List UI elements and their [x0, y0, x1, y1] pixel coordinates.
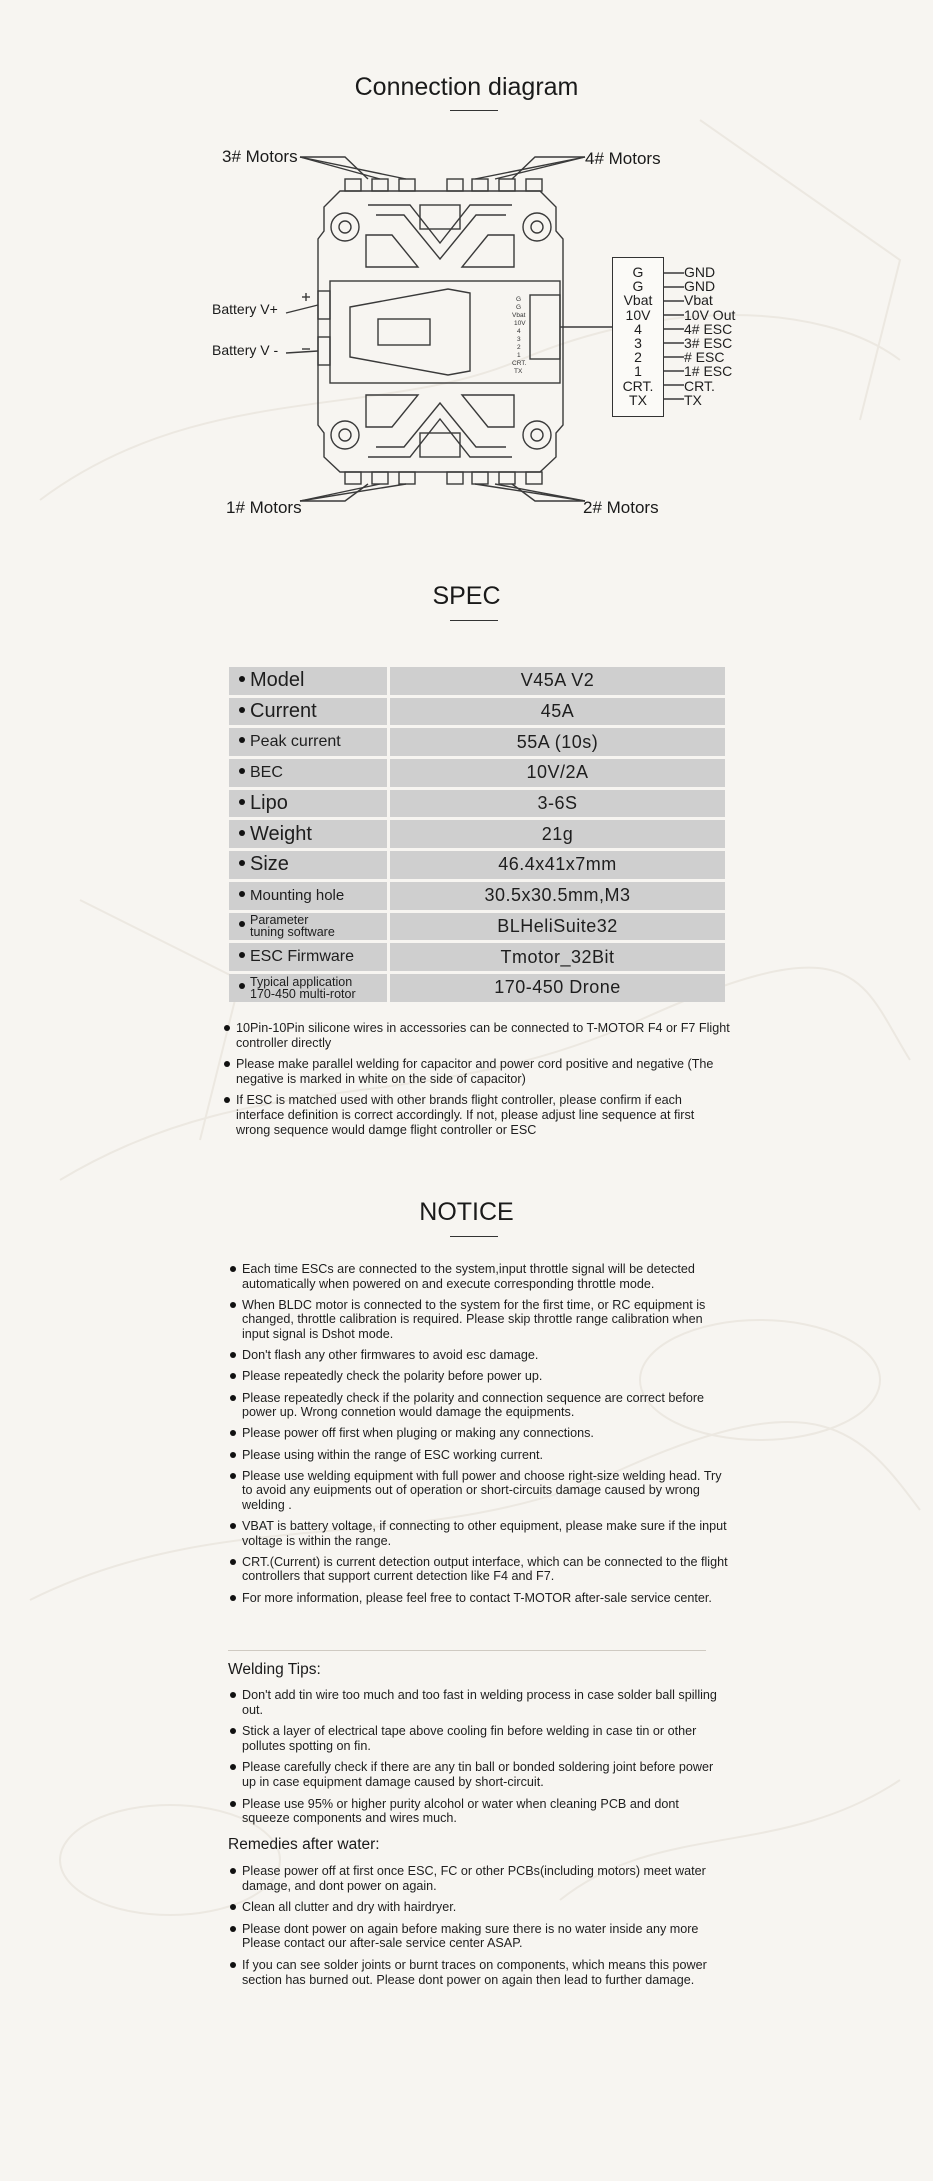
board-pin: 2 — [634, 349, 642, 366]
spec-row — [229, 790, 725, 818]
spec-key — [229, 882, 387, 910]
spec-value: 10V/2A — [390, 759, 725, 787]
notice-title: NOTICE — [419, 1198, 514, 1226]
spec-row — [229, 698, 725, 726]
remedy-item: If you can see solder joints or burnt traces on components, which means this power section has burned out. Please dont power on again then lead to further damage. — [228, 1958, 728, 1987]
spec-key-text: Lipo — [250, 792, 288, 815]
board-pin: Vbat — [623, 292, 653, 309]
welding-tip: Please carefully check if there are any tin ball or bonded soldering joint before power up in case equipment damage caused by short-circuit. — [228, 1760, 728, 1789]
welding-tips-title: Welding Tips: — [228, 1661, 321, 1678]
spec-key-line: Typical application — [250, 974, 353, 989]
board-pin: CRT. — [622, 377, 654, 394]
spec-value: V45A V2 — [390, 667, 725, 695]
spec-key — [229, 667, 387, 695]
spec-value: 45A — [390, 698, 725, 726]
pin-label: GND — [684, 278, 716, 295]
svg-text:3: 3 — [517, 336, 521, 343]
welding-tip: Don't add tin wire too much and too fast in welding process in case solder ball spilling out. — [228, 1688, 728, 1717]
svg-text:10V: 10V — [514, 320, 526, 327]
bullet-icon — [239, 676, 245, 682]
esc-board-drawing — [0, 135, 933, 535]
spec-key-text: Model — [250, 669, 305, 692]
spec-key — [229, 851, 387, 879]
remedy-item: Please dont power on again before making sure there is no water inside any more Please contact our after-sale service center ASAP. — [228, 1922, 728, 1951]
remedies-title: Remedies after water: — [228, 1836, 380, 1853]
spec-value: BLHeliSuite32 — [390, 913, 725, 941]
connection-title: Connection diagram — [354, 73, 579, 101]
spec-key — [229, 698, 387, 726]
spec-key — [229, 943, 387, 971]
notice-item: Please power off first when pluging or making any connections. — [228, 1426, 728, 1441]
bullet-icon — [239, 952, 245, 958]
notice-item: Please repeatedly check the polarity before power up. — [228, 1369, 728, 1384]
board-pin: 1 — [634, 363, 642, 380]
spec-row — [229, 759, 725, 787]
connection-title-rule — [450, 110, 498, 111]
remedies-list — [228, 1864, 728, 1994]
board-pin-list — [613, 265, 663, 407]
spec-key — [229, 759, 387, 787]
notice-item: Please use welding equipment with full power and choose right-size welding head. Try to avoid any euipments out of operation or short-circuits damage caused by wrong welding . — [228, 1469, 728, 1513]
spec-value: 21g — [390, 820, 725, 848]
spec-key-text: Weight — [250, 822, 312, 845]
notice-item: For more information, please feel free to contact T-MOTOR after-sale service center. — [228, 1591, 728, 1606]
spec-key-text: ESC Firmware — [250, 948, 355, 966]
connection-diagram — [0, 135, 933, 535]
board-pin: TX — [629, 391, 647, 408]
welding-tip: Please use 95% or higher purity alcohol or water when cleaning PCB and dont squeeze components and wires much. — [228, 1797, 728, 1826]
bullet-icon — [239, 707, 245, 713]
board-pin: G — [632, 264, 644, 280]
motors-4-label: 4# Motors — [585, 149, 661, 168]
svg-text:G: G — [516, 296, 522, 303]
pin-label: GND — [684, 264, 716, 280]
pin-label: CRT. — [684, 377, 715, 394]
svg-text:TX: TX — [514, 368, 523, 375]
spec-row — [229, 974, 725, 1002]
spec-title-rule — [450, 620, 498, 621]
pin-label: 4# ESC — [684, 320, 733, 337]
notice-item: Don't flash any other firmwares to avoid esc damage. — [228, 1348, 728, 1363]
spec-row — [229, 943, 725, 971]
motors-1-label: 1# Motors — [226, 498, 302, 517]
battery-positive-label: Battery V+ — [212, 301, 278, 317]
spec-key — [229, 820, 387, 848]
spec-key-line: 170-450 multi-rotor — [250, 986, 356, 1001]
pin-label: 1# ESC — [684, 363, 733, 380]
spec-row — [229, 882, 725, 910]
spec-value: Tmotor_32Bit — [390, 943, 725, 971]
spec-note: 10Pin-10Pin silicone wires in accessories can be connected to T-MOTOR F4 or F7 Flight controller directly — [222, 1021, 732, 1050]
spec-row — [229, 851, 725, 879]
svg-text:Vbat: Vbat — [512, 312, 526, 319]
spec-key-line: tuning software — [250, 925, 335, 940]
spec-notes — [222, 1021, 732, 1144]
pin-label: 3# ESC — [684, 334, 733, 351]
notice-item: When BLDC motor is connected to the system for the first time, or RC equipment is changed, throttle calibration is required. Please skip throttle range calibration when input signal is Dshot mode. — [228, 1298, 728, 1342]
board-pin: 10V — [625, 306, 651, 323]
bullet-icon — [239, 737, 245, 743]
welding-tips-list — [228, 1688, 728, 1833]
pin-label: # ESC — [684, 349, 725, 366]
spec-value: 3-6S — [390, 790, 725, 818]
spec-value: 170-450 Drone — [390, 974, 725, 1002]
spec-key-text: Mounting hole — [250, 887, 345, 905]
svg-text:G: G — [516, 304, 522, 311]
bullet-icon — [239, 830, 245, 836]
svg-text:4: 4 — [517, 328, 521, 335]
spec-key-text: Size — [250, 853, 289, 876]
svg-text:1: 1 — [517, 352, 521, 359]
board-pin: 4 — [634, 320, 642, 337]
spec-value: 30.5x30.5mm,M3 — [390, 882, 725, 910]
notice-list — [228, 1262, 728, 1612]
section-divider — [228, 1650, 706, 1651]
spec-table — [226, 664, 728, 1005]
spec-key — [229, 974, 387, 1002]
spec-row — [229, 913, 725, 941]
notice-item: Please repeatedly check if the polarity and connection sequence are correct before power up. Wrong connetion would damage the equipments. — [228, 1391, 728, 1420]
spec-row — [229, 728, 725, 756]
bullet-icon — [239, 768, 245, 774]
notice-item: Please using within the range of ESC working current. — [228, 1448, 728, 1463]
pin-label: Vbat — [684, 292, 713, 309]
notice-item: VBAT is battery voltage, if connecting to other equipment, please make sure if the input voltage is within the range. — [228, 1519, 728, 1548]
battery-negative-label: Battery V - — [212, 342, 279, 358]
notice-title-rule — [450, 1236, 498, 1237]
bullet-icon — [239, 799, 245, 805]
spec-key — [229, 913, 387, 941]
spec-row — [229, 667, 725, 695]
welding-tip: Stick a layer of electrical tape above cooling fin before welding in case tin or other pollutes spotting on fin. — [228, 1724, 728, 1753]
bullet-icon — [239, 891, 245, 897]
spec-key-line: Parameter — [250, 913, 309, 928]
pin-label-list — [684, 265, 735, 407]
bullet-icon — [239, 983, 245, 989]
svg-text:CRT.: CRT. — [512, 360, 527, 367]
pin-label: 10V Out — [684, 306, 736, 323]
bullet-icon — [239, 860, 245, 866]
remedy-item: Please power off at first once ESC, FC or other PCBs(including motors) meet water damage, and dont power on again. — [228, 1864, 728, 1893]
spec-key-text: BEC — [250, 763, 283, 781]
motors-3-label: 3# Motors — [222, 147, 298, 166]
spec-key — [229, 790, 387, 818]
notice-item: CRT.(Current) is current detection output interface, which can be connected to the flight controllers that support current detection like F4 and F7. — [228, 1555, 728, 1584]
board-pin: 3 — [634, 334, 642, 351]
spec-key-text: Current — [250, 700, 317, 723]
spec-row — [229, 820, 725, 848]
spec-note: If ESC is matched used with other brands flight controller, please confirm if each interface definition is correct accordingly. If not, please adjust line sequence at first wrong sequence would damge flight controller or ESC — [222, 1093, 732, 1137]
board-pin: G — [632, 278, 644, 295]
spec-key — [229, 728, 387, 756]
spec-value: 55A (10s) — [390, 728, 725, 756]
remedy-item: Clean all clutter and dry with hairdryer. — [228, 1900, 728, 1915]
spec-note: Please make parallel welding for capacitor and power cord positive and negative (The negative is marked in white on the side of capacitor) — [222, 1057, 732, 1086]
notice-item: Each time ESCs are connected to the system,input throttle signal will be detected automatically when powered on and execute corresponding throttle mode. — [228, 1262, 728, 1291]
svg-text:2: 2 — [517, 344, 521, 351]
spec-title: SPEC — [432, 582, 501, 610]
motors-2-label: 2# Motors — [583, 498, 659, 517]
spec-key-text: Peak current — [250, 733, 341, 751]
pin-label: TX — [684, 391, 702, 408]
spec-value: 46.4x41x7mm — [390, 851, 725, 879]
bullet-icon — [239, 921, 245, 927]
